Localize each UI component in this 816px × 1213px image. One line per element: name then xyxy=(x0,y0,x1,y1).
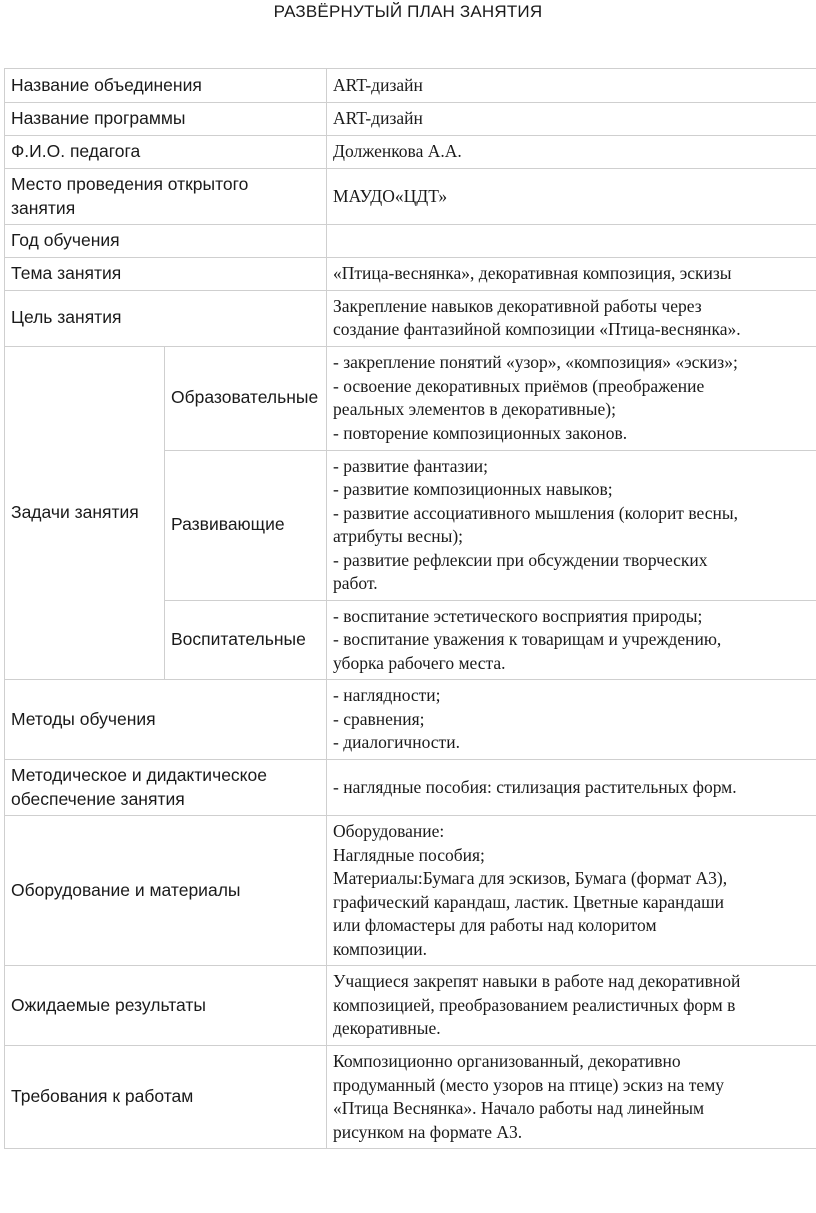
value-line: - развитие фантазии; xyxy=(333,455,489,476)
value-line: работ. xyxy=(333,573,378,593)
table-row xyxy=(5,136,816,169)
row-label-methods: Методы обучения xyxy=(5,680,327,760)
row-value-topic xyxy=(327,257,816,290)
value-line: декоративные. xyxy=(333,1018,441,1039)
value-line: - сравнения; xyxy=(333,708,425,729)
table-row xyxy=(5,225,816,258)
value-line: - наглядные пособия: стилизация растительных форм. xyxy=(333,776,737,797)
row-label-tasks: Задачи занятия xyxy=(5,346,165,680)
label-line: обеспечение занятия xyxy=(11,788,185,809)
table-row xyxy=(5,103,816,136)
value-line: ART-дизайн xyxy=(333,108,423,129)
table-row xyxy=(5,680,816,760)
row-label-teacher: Ф.И.О. педагога xyxy=(5,136,327,169)
value-line: Долженкова А.А. xyxy=(333,141,462,162)
table-row xyxy=(5,1046,816,1149)
value-line: Наглядные пособия; xyxy=(333,844,485,865)
value-line: рисунком на формате А3. xyxy=(333,1121,523,1142)
row-label-results: Ожидаемые результаты xyxy=(5,966,327,1046)
row-value-study-year xyxy=(327,225,816,258)
row-label-program-name: Название программы xyxy=(5,103,327,136)
label-line: занятия xyxy=(11,197,76,218)
row-label-requirements: Требования к работам xyxy=(5,1046,327,1149)
value-line: - воспитание эстетического восприятия природы; xyxy=(333,605,703,626)
value-line: Учащиеся закрепят навыки в работе над декоративной xyxy=(333,971,741,992)
value-line: МАУДО«ЦДТ» xyxy=(333,185,448,206)
value-line: «Птица Веснянка». Начало работы над линейным xyxy=(333,1098,705,1118)
value-line: «Птица-веснянка», декоративная композиция, эскизы xyxy=(333,262,732,283)
table-row xyxy=(5,760,816,816)
value-line: - диалогичности. xyxy=(333,732,460,753)
table-row xyxy=(5,290,816,346)
lesson-plan-table xyxy=(4,68,816,1149)
task-label-upbringing: Воспитательные xyxy=(165,600,327,680)
table-row xyxy=(5,69,816,103)
value-line: композицией, преобразованием реалистичных форм в xyxy=(333,994,736,1015)
row-value-venue xyxy=(327,169,816,225)
value-line: - воспитание уважения к товарищам и учреждению, xyxy=(333,629,722,649)
value-line: Материалы:Бумага для эскизов, Бумага (формат А3), xyxy=(333,868,728,888)
value-line: - развитие композиционных навыков; xyxy=(333,479,613,499)
row-value-results xyxy=(327,966,816,1046)
label-line: Место проведения открытого xyxy=(11,174,249,194)
row-label-topic: Тема занятия xyxy=(5,257,327,290)
value-line: - развитие рефлексии при обсуждении творческих xyxy=(333,549,708,570)
table-row xyxy=(5,816,816,966)
task-label-educational: Образовательные xyxy=(165,346,327,450)
value-line: - закрепление понятий «узор», «композиция» «эскиз»; xyxy=(333,352,738,372)
label-line: Методическое и дидактическое xyxy=(11,765,267,785)
row-label-venue xyxy=(5,169,327,225)
row-value-methods xyxy=(327,680,816,760)
value-line: атрибуты весны); xyxy=(333,526,464,546)
value-line: - развитие ассоциативного мышления (колорит весны, xyxy=(333,502,738,523)
value-line: продуманный (место узоров на птице) эскиз на тему xyxy=(333,1074,725,1095)
table-row xyxy=(5,169,816,225)
row-value-equipment xyxy=(327,816,816,966)
task-label-developing: Развивающие xyxy=(165,450,327,600)
table-row xyxy=(5,346,816,450)
value-line: Закрепление навыков декоративной работы через xyxy=(333,295,702,316)
value-line: - освоение декоративных приёмов (преображение xyxy=(333,375,705,396)
value-line: или фломастеры для работы над колоритом xyxy=(333,915,657,935)
row-label-study-year: Год обучения xyxy=(5,225,327,258)
value-line: уборка рабочего места. xyxy=(333,652,506,673)
task-value-upbringing xyxy=(327,600,816,680)
value-line: создание фантазийной композиции «Птица-веснянка». xyxy=(333,319,741,339)
value-line: ART-дизайн xyxy=(333,74,423,95)
row-value-requirements xyxy=(327,1046,816,1149)
row-value-goal xyxy=(327,290,816,346)
table-row xyxy=(5,966,816,1046)
row-label-union-name: Название объединения xyxy=(5,69,327,103)
value-line: Оборудование: xyxy=(333,821,445,841)
value-line: - наглядности; xyxy=(333,685,441,706)
page-title: РАЗВЁРНУТЫЙ ПЛАН ЗАНЯТИЯ xyxy=(273,2,543,21)
value-line: реальных элементов в декоративные); xyxy=(333,399,616,419)
task-value-educational xyxy=(327,346,816,450)
task-value-developing xyxy=(327,450,816,600)
value-line: Композиционно организованный, декоративно xyxy=(333,1051,681,1071)
value-line: - повторение композиционных законов. xyxy=(333,422,628,443)
value-line: композиции. xyxy=(333,938,427,959)
row-label-equipment: Оборудование и материалы xyxy=(5,816,327,966)
row-value-program-name xyxy=(327,103,816,136)
row-label-goal: Цель занятия xyxy=(5,290,327,346)
row-value-didactic xyxy=(327,760,816,816)
row-value-union-name xyxy=(327,69,816,103)
row-value-teacher xyxy=(327,136,816,169)
row-label-didactic xyxy=(5,760,327,816)
value-line: графический карандаш, ластик. Цветные карандаши xyxy=(333,891,724,912)
table-row xyxy=(5,257,816,290)
